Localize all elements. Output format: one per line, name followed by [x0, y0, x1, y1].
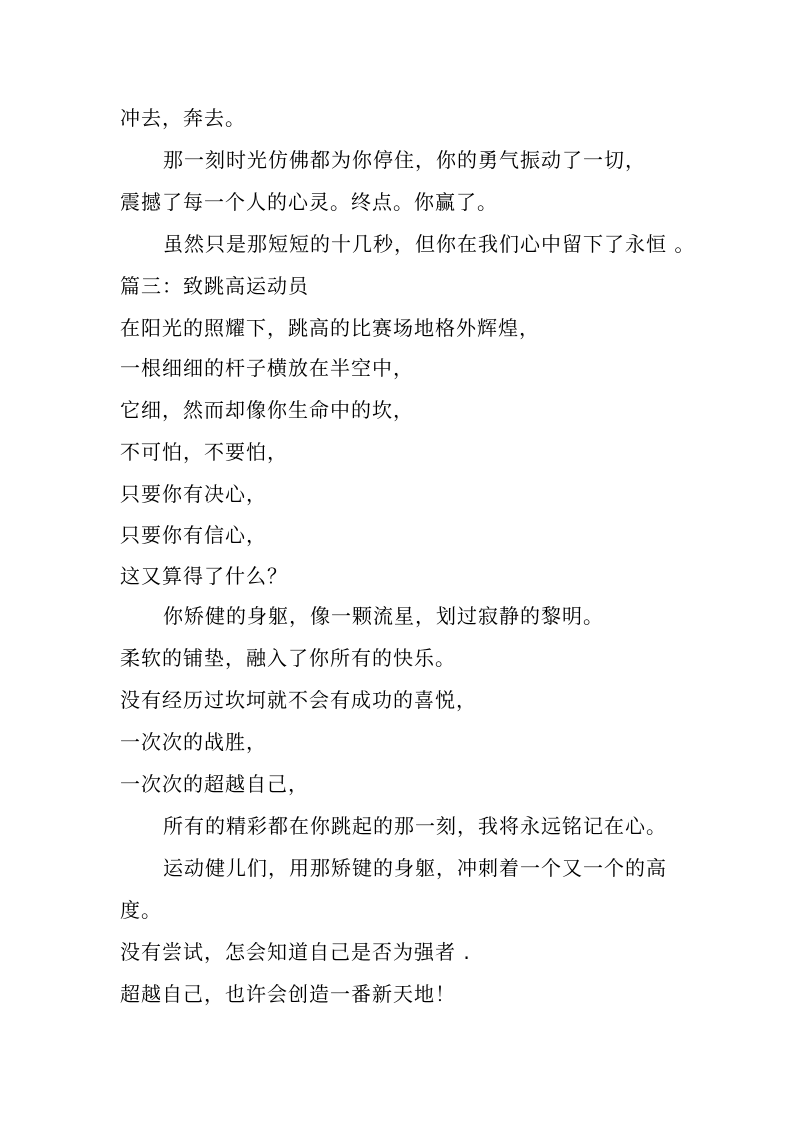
text-line: 一根细细的杆子横放在半空中，: [120, 356, 414, 380]
text-line: 运动健儿们，用那矫键的身躯，冲刺着一个又一个的高: [163, 856, 667, 880]
text-line: 超越自己，也许会创造一番新天地！: [120, 982, 456, 1006]
text-line: 冲去，奔去。: [120, 106, 246, 130]
text-line: 虽然只是那短短的十几秒，但你在我们心中留下了永恒 。: [163, 232, 696, 256]
text-line: 震撼了每一个人的心灵。终点。你赢了。: [120, 190, 498, 214]
text-line: 在阳光的照耀下，跳高的比赛场地格外辉煌，: [120, 316, 540, 340]
text-line: 度。: [120, 898, 162, 922]
text-line: 所有的精彩都在你跳起的那一刻，我将永远铭记在心。: [163, 814, 667, 838]
text-line: 只要你有决心，: [120, 482, 267, 506]
section-heading: 篇三：致跳高运动员: [120, 274, 309, 298]
text-line: 它细，然而却像你生命中的坎，: [120, 398, 414, 422]
text-line: 不可怕，不要怕，: [120, 440, 288, 464]
text-line: 这又算得了什么？: [120, 564, 288, 588]
text-line: 没有尝试，怎会知道自己是否为强者 .: [120, 940, 471, 964]
text-line: 那一刻时光仿佛都为你停住，你的勇气振动了一切，: [163, 148, 646, 172]
text-line: 柔软的铺垫，融入了你所有的快乐。: [120, 646, 456, 670]
text-line: 没有经历过坎坷就不会有成功的喜悦，: [120, 688, 477, 712]
text-line: 你矫健的身躯，像一颗流星，划过寂静的黎明。: [163, 604, 604, 628]
text-line: 一次次的超越自己，: [120, 772, 309, 796]
text-line: 一次次的战胜，: [120, 730, 267, 754]
text-line: 只要你有信心，: [120, 523, 267, 547]
